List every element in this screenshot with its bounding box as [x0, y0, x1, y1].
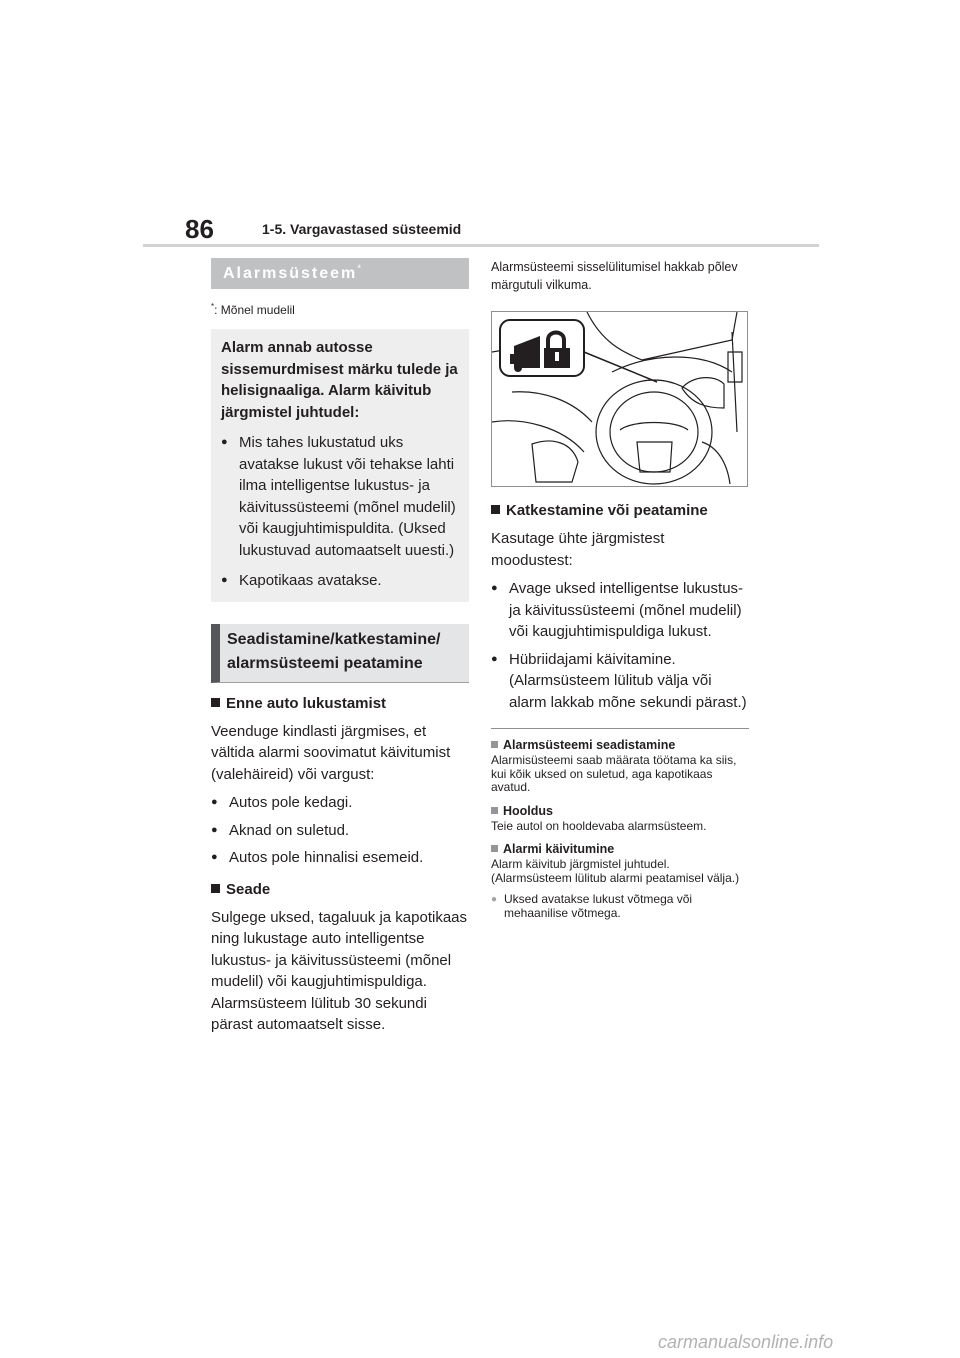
subheading-text: Enne auto lukustamist [226, 694, 387, 712]
page-number: 86 [185, 214, 214, 244]
note-title: Alarmi käivitumine [503, 842, 615, 856]
note-title: Hooldus [503, 803, 553, 818]
subheading-setting [211, 880, 469, 900]
subsection-header: Seadistamine/katkestamine/ alarmsüsteemi peatamine [211, 624, 469, 683]
subheading-disarming [491, 501, 749, 521]
note-text: Alarm käivitub järgmistel juhtudel. (Alarmsüsteem lülitub alarmi peatamisel välja.) [491, 857, 740, 885]
chapter-title: 1-5. Vargavastased süsteemid [262, 221, 462, 237]
note-text: Teie autol on hooldevaba alarmsüsteem. [491, 818, 707, 833]
summary-box [211, 329, 469, 602]
summary-bullet: ● Mis tahes lukustatud uks avatakse lukust või tehakse lahti ilma intelligentse lukustus- ja käivitussüsteemi (mõnel mudelil) või kaugjuhtimispuldita. (Uksed lukustuvad automaatselt uuesti.) [221, 432, 459, 561]
body-paragraph: Kasutage ühte järgmistest moodustest: [491, 530, 665, 569]
body-paragraph: Sulgege uksed, tagaluuk ja kapotikaas ning lukustage auto intelligentse lukustus- ja käivitussüsteemi (mõnel mudelil) või kaugjuhtimispuldiga. Alarmsüsteem lülitub 30 sekundi pärast automaatselt sisse. [211, 908, 468, 1033]
list-item: ● Avage uksed intelligentse lukustus- ja käivitussüsteemi (mõnel mudelil) või kaugjuhtimispuldiga lukust. [491, 578, 749, 643]
dashboard-drawing [492, 312, 747, 486]
footnote-text: : Mõnel mudelil [214, 303, 295, 317]
square-bullet-icon [491, 845, 498, 852]
square-bullet-icon [211, 884, 220, 893]
note-heading [491, 738, 749, 753]
subheading-text: Seade [226, 880, 271, 898]
body-paragraph: Veenduge kindlasti järgmises, et vältida alarmi soovimatut käivitumist (valehäireid) või vargust: [211, 722, 451, 783]
watermark: carmanualsonline.info [658, 1332, 834, 1352]
square-bullet-icon [491, 741, 498, 748]
note-bullet: ● Uksed avatakse lukust võtmega või mehaanilise võtmega. [491, 893, 749, 920]
section-title-box [211, 258, 469, 289]
right-column [491, 258, 749, 920]
list-item: ● Autos pole kedagi. [211, 792, 469, 814]
notes-divider [491, 728, 749, 729]
footnote [211, 299, 469, 318]
note-text: Alarmisüsteemi saab määrata töötama ka siis, kui kõik uksed on suletud, aga kapotikaas avatud. [491, 753, 737, 794]
square-bullet-icon [491, 505, 500, 514]
list-item: ● Aknad on suletud. [211, 820, 469, 842]
method-list [491, 578, 749, 713]
note-heading [491, 804, 749, 819]
subheading-before-locking [211, 694, 469, 714]
footnote-mark: * [211, 302, 215, 311]
car-lock-indicator-icon [500, 320, 584, 376]
title-asterisk: * [357, 263, 362, 275]
left-column [211, 258, 469, 1036]
list-item: ● Autos pole hinnalisi esemeid. [211, 847, 469, 869]
note-title: Alarmsüsteemi seadistamine [503, 738, 676, 752]
note-heading [491, 842, 749, 857]
square-bullet-icon [211, 698, 220, 707]
list-item: ● Hübriidajami käivitamine. (Alarmsüsteem lülitub välja või alarm lakkab mõne sekundi pärast.) [491, 649, 749, 714]
subheading-text: Katkestamine või peatamine [506, 502, 708, 519]
dashboard-illustration [491, 311, 748, 487]
check-list [211, 792, 469, 869]
summary-lead: Alarm annab autosse sissemurdmisest märku tulede ja helisignaaliga. Alarm käivitub järgmistel juhtudel: [221, 339, 458, 421]
intro-paragraph: Alarmsüsteemi sisselülitumisel hakkab põlev märgutuli vilkuma. [491, 260, 738, 292]
section-title: Alarmsüsteem [223, 265, 358, 282]
header-rule [143, 244, 819, 247]
square-bullet-icon [491, 807, 498, 814]
summary-bullet: ● Kapotikaas avatakse. [221, 570, 459, 592]
